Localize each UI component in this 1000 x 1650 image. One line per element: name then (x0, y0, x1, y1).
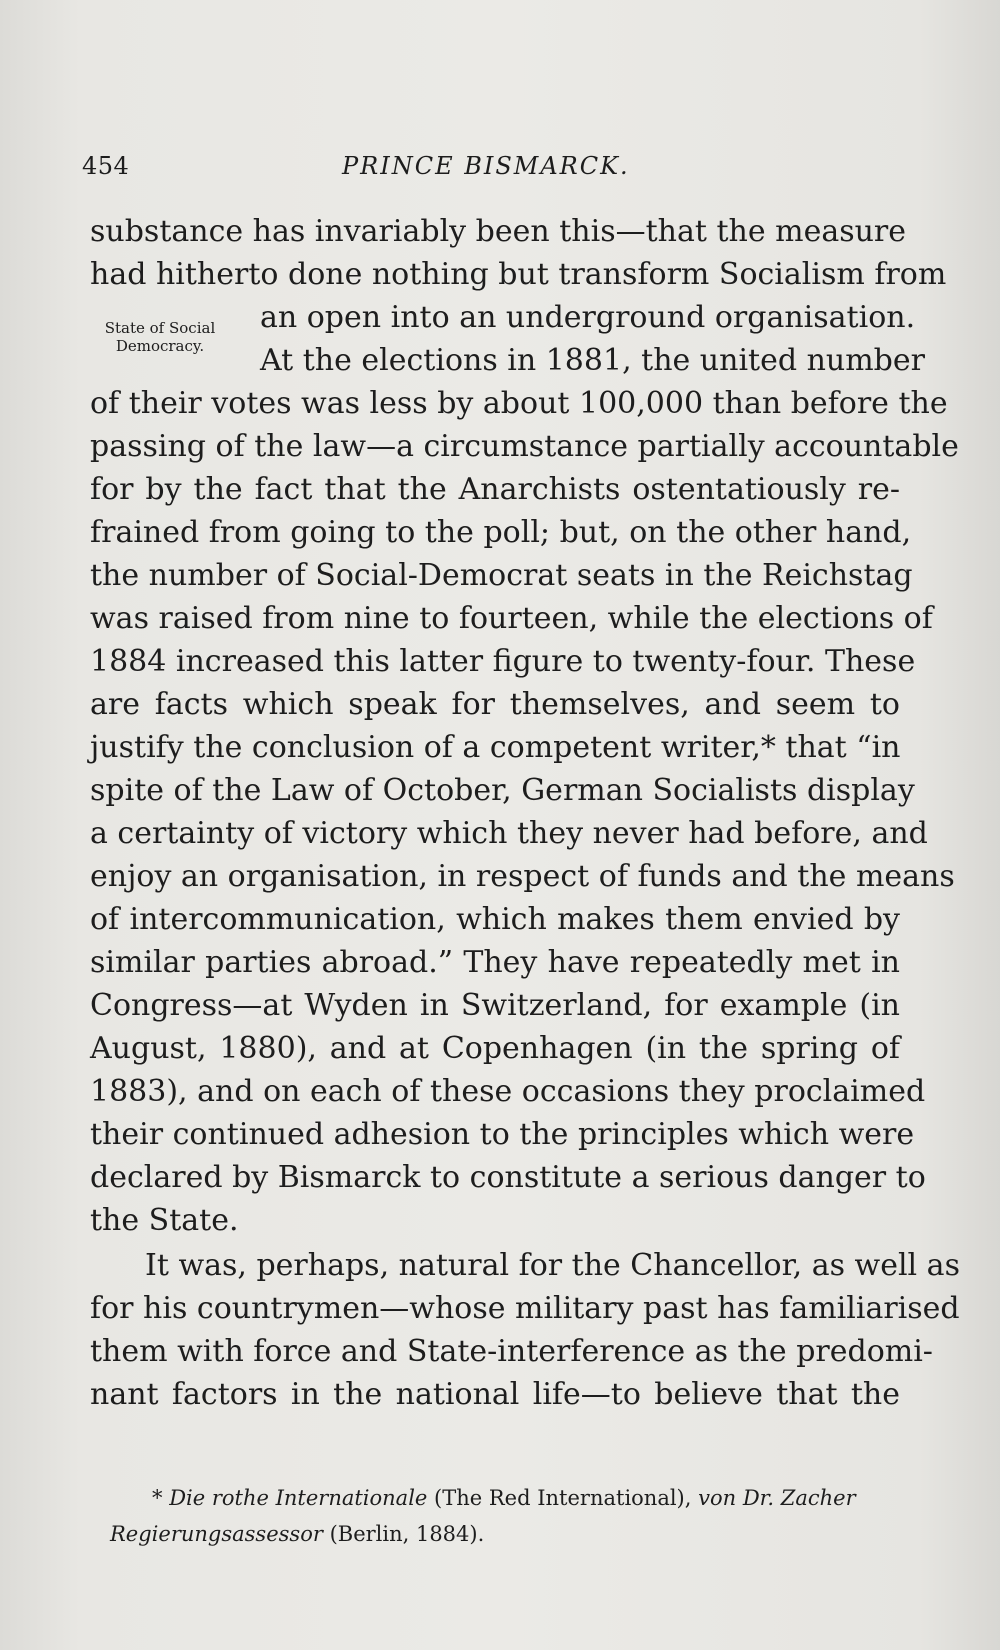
page-header (82, 152, 872, 182)
text-line: a certainty of victory which they never had before, and (90, 816, 928, 851)
text-line: of their votes was less by about 100,000 than before the (90, 386, 948, 421)
footnote-translation: (The Red International), (434, 1486, 692, 1510)
text-line: 1883), and on each of these occasions they proclaimed (90, 1074, 926, 1109)
text-line: At the elections in 1881, the united number (260, 343, 925, 378)
text-line: passing of the law—a circumstance partially accountable (90, 429, 959, 464)
text-line: 1884 increased this latter figure to twenty-four. These (90, 644, 916, 679)
footnote-line (110, 1516, 910, 1552)
footnote-author: von Dr. Zacher (698, 1486, 856, 1510)
footnote-office: Regierungsassessor (110, 1522, 323, 1546)
text-line: spite of the Law of October, German Socialists display (90, 773, 915, 808)
margin-note-line: Democracy. (115, 337, 205, 355)
text-line: Congress—at Wyden in Switzerland, for example (in (90, 988, 900, 1023)
footnote-marker: * (152, 1486, 163, 1510)
text-line: It was, perhaps, natural for the Chancellor, as well as (145, 1248, 960, 1283)
footnote (110, 1480, 910, 1552)
text-line: had hitherto done nothing but transform Socialism from (90, 257, 947, 292)
text-line: enjoy an organisation, in respect of funds and the means (90, 859, 955, 894)
text-line: similar parties abroad.” They have repeatedly met in (90, 945, 900, 980)
text-line: the number of Social-Democrat seats in the Reichstag (90, 558, 913, 593)
text-line: August, 1880), and at Copenhagen (in the spring of (90, 1031, 900, 1066)
text-line: substance has invariably been this—that the measure (90, 214, 907, 249)
text-line: for by the fact that the Anarchists ostentatiously re- (90, 472, 900, 507)
footnote-title: Die rothe Internationale (169, 1486, 428, 1510)
text-line: of intercommunication, which makes them envied by (90, 902, 900, 937)
text-line: the State. (90, 1203, 239, 1238)
text-line: was raised from nine to fourteen, while the elections of (90, 601, 933, 636)
footnote-line (110, 1480, 910, 1516)
text-line: for his countrymen—whose military past has familiarised (90, 1291, 960, 1326)
text-line: frained from going to the poll; but, on the other hand, (90, 515, 912, 550)
text-line: their continued adhesion to the principles which were (90, 1117, 915, 1152)
margin-note (80, 319, 240, 355)
margin-note-line: State of Social (104, 319, 216, 337)
footnote-place-year: (Berlin, 1884). (329, 1522, 485, 1546)
page-number: 454 (82, 152, 130, 180)
text-line: an open into an underground organisation. (260, 300, 916, 335)
text-line: nant factors in the national life—to believe that the (90, 1377, 900, 1412)
text-line: are facts which speak for themselves, and seem to (90, 687, 900, 722)
text-line: them with force and State-interference as the predomi- (90, 1334, 933, 1369)
text-line: justify the conclusion of a competent writer,* that “in (90, 730, 901, 765)
running-title: PRINCE BISMARCK. (342, 152, 630, 180)
text-line: declared by Bismarck to constitute a serious danger to (90, 1160, 926, 1195)
